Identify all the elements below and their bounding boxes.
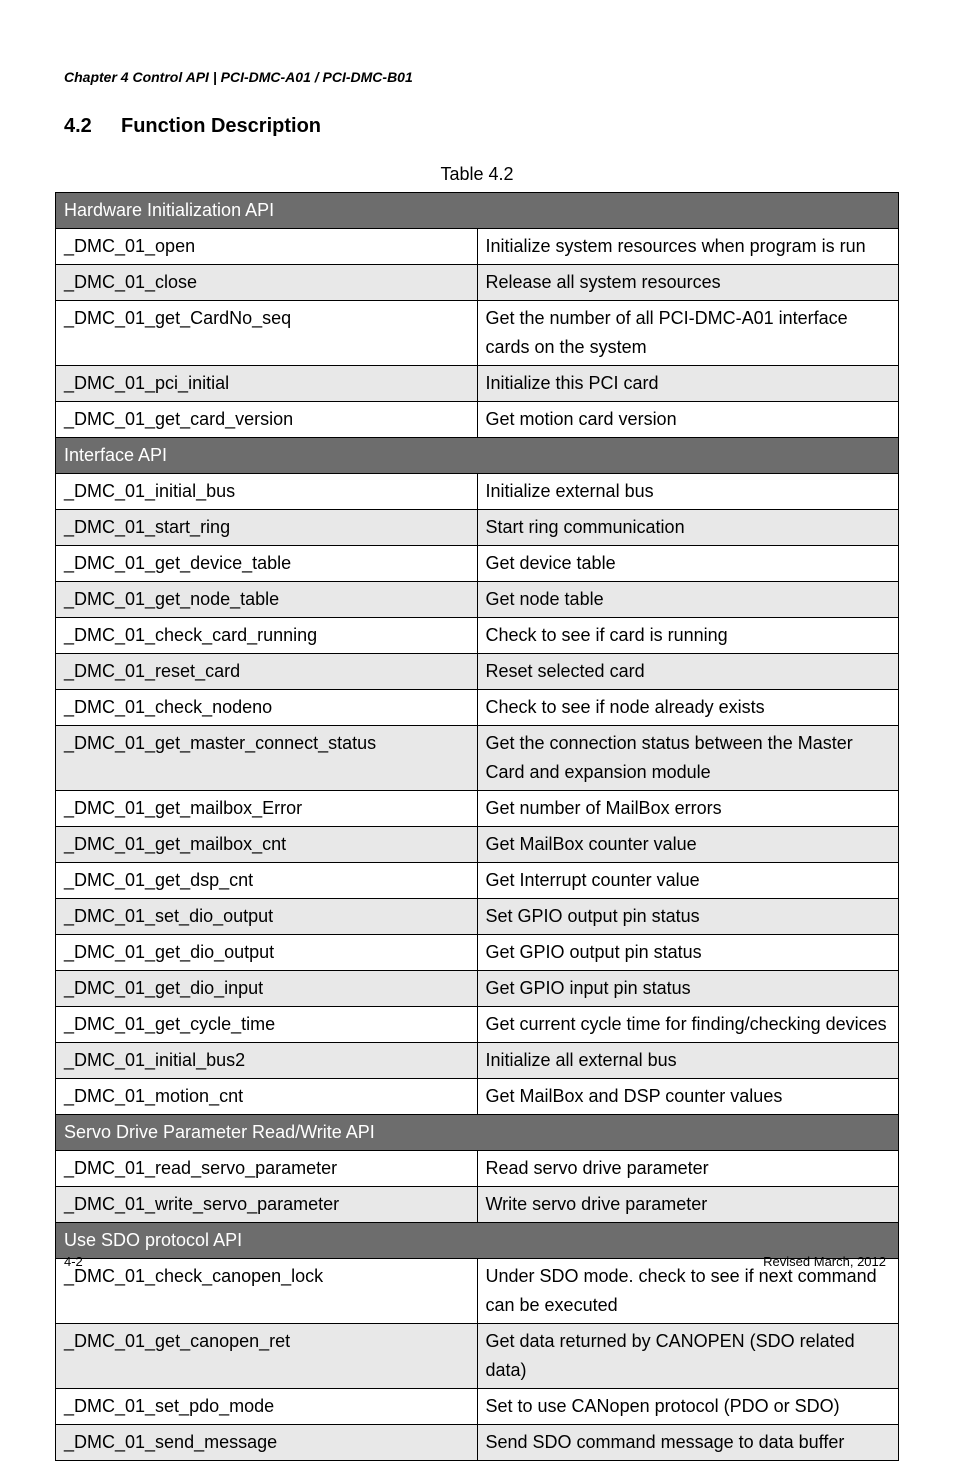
table-row	[56, 265, 899, 301]
function-description-cell: Get motion card version	[477, 402, 899, 438]
function-name-cell: _DMC_01_write_servo_parameter	[56, 1187, 478, 1223]
function-name-cell: _DMC_01_initial_bus	[56, 474, 478, 510]
function-name-cell: _DMC_01_check_card_running	[56, 618, 478, 654]
function-name-cell: _DMC_01_get_master_connect_status	[56, 726, 478, 791]
function-description-cell: Get MailBox and DSP counter values	[477, 1079, 899, 1115]
table-row	[56, 1043, 899, 1079]
table-row	[56, 618, 899, 654]
function-description-cell: Initialize this PCI card	[477, 366, 899, 402]
function-name-cell: _DMC_01_get_dio_output	[56, 935, 478, 971]
function-description-cell: Get the number of all PCI-DMC-A01 interface cards on the system	[477, 301, 899, 366]
table-row	[56, 1151, 899, 1187]
function-name-cell: _DMC_01_get_canopen_ret	[56, 1324, 478, 1389]
function-name-cell: _DMC_01_get_CardNo_seq	[56, 301, 478, 366]
table-row	[56, 474, 899, 510]
table-row	[56, 582, 899, 618]
table-row	[56, 1425, 899, 1461]
function-description-cell: Initialize system resources when program is run	[477, 229, 899, 265]
function-description-cell: Get Interrupt counter value	[477, 863, 899, 899]
table-row	[56, 935, 899, 971]
function-name-cell: _DMC_01_check_nodeno	[56, 690, 478, 726]
function-description-cell: Initialize all external bus	[477, 1043, 899, 1079]
chapter-header: Chapter 4 Control API | PCI-DMC-A01 / PCI-DMC-B01	[64, 69, 413, 85]
function-description-cell: Get the connection status between the Master Card and expansion module	[477, 726, 899, 791]
function-name-cell: _DMC_01_open	[56, 229, 478, 265]
function-description-cell: Start ring communication	[477, 510, 899, 546]
function-name-cell: _DMC_01_reset_card	[56, 654, 478, 690]
function-name-cell: _DMC_01_pci_initial	[56, 366, 478, 402]
table-row	[56, 863, 899, 899]
table-row	[56, 1187, 899, 1223]
function-description-cell: Under SDO mode. check to see if next command can be executed	[477, 1259, 899, 1324]
table-row	[56, 971, 899, 1007]
function-description-cell: Get number of MailBox errors	[477, 791, 899, 827]
table-row	[56, 546, 899, 582]
table-row	[56, 690, 899, 726]
function-description-cell: Read servo drive parameter	[477, 1151, 899, 1187]
group-header-row	[56, 193, 899, 229]
function-description-cell: Get node table	[477, 582, 899, 618]
group-header-label: Servo Drive Parameter Read/Write API	[56, 1115, 899, 1151]
function-table	[55, 192, 899, 1461]
table-row	[56, 510, 899, 546]
function-name-cell: _DMC_01_set_dio_output	[56, 899, 478, 935]
function-description-cell: Get MailBox counter value	[477, 827, 899, 863]
table-row	[56, 1389, 899, 1425]
function-name-cell: _DMC_01_send_message	[56, 1425, 478, 1461]
section-title: Function Description	[121, 115, 321, 137]
function-description-cell: Check to see if node already exists	[477, 690, 899, 726]
table-row	[56, 366, 899, 402]
function-name-cell: _DMC_01_get_mailbox_Error	[56, 791, 478, 827]
function-name-cell: _DMC_01_set_pdo_mode	[56, 1389, 478, 1425]
group-header-label: Interface API	[56, 438, 899, 474]
table-caption: Table 4.2	[440, 164, 514, 184]
function-description-cell: Set to use CANopen protocol (PDO or SDO)	[477, 1389, 899, 1425]
group-header-row	[56, 1115, 899, 1151]
function-description-cell: Get device table	[477, 546, 899, 582]
function-description-cell: Write servo drive parameter	[477, 1187, 899, 1223]
section-heading	[64, 115, 321, 138]
table-row	[56, 726, 899, 791]
function-description-cell: Check to see if card is running	[477, 618, 899, 654]
function-table-body	[56, 193, 899, 1461]
revision-date: Revised March, 2012	[763, 1254, 886, 1269]
function-name-cell: _DMC_01_get_device_table	[56, 546, 478, 582]
function-name-cell: _DMC_01_check_canopen_lock	[56, 1259, 478, 1324]
function-name-cell: _DMC_01_get_cycle_time	[56, 1007, 478, 1043]
function-name-cell: _DMC_01_get_node_table	[56, 582, 478, 618]
function-name-cell: _DMC_01_motion_cnt	[56, 1079, 478, 1115]
function-name-cell: _DMC_01_get_mailbox_cnt	[56, 827, 478, 863]
function-description-cell: Reset selected card	[477, 654, 899, 690]
function-name-cell: _DMC_01_get_dio_input	[56, 971, 478, 1007]
function-name-cell: _DMC_01_get_card_version	[56, 402, 478, 438]
group-header-row	[56, 438, 899, 474]
page-number: 4-2	[64, 1254, 83, 1269]
group-header-label: Use SDO protocol API	[56, 1223, 899, 1259]
function-name-cell: _DMC_01_read_servo_parameter	[56, 1151, 478, 1187]
table-row	[56, 402, 899, 438]
function-description-cell: Get data returned by CANOPEN (SDO related data)	[477, 1324, 899, 1389]
function-description-cell: Get GPIO output pin status	[477, 935, 899, 971]
table-row	[56, 1324, 899, 1389]
function-description-cell: Release all system resources	[477, 265, 899, 301]
function-description-cell: Get GPIO input pin status	[477, 971, 899, 1007]
table-row	[56, 899, 899, 935]
function-name-cell: _DMC_01_start_ring	[56, 510, 478, 546]
group-header-label: Hardware Initialization API	[56, 193, 899, 229]
function-description-cell: Initialize external bus	[477, 474, 899, 510]
function-name-cell: _DMC_01_initial_bus2	[56, 1043, 478, 1079]
table-row	[56, 1007, 899, 1043]
table-row	[56, 654, 899, 690]
table-row	[56, 827, 899, 863]
table-row	[56, 301, 899, 366]
function-name-cell: _DMC_01_get_dsp_cnt	[56, 863, 478, 899]
section-number: 4.2	[64, 115, 92, 137]
table-row	[56, 1079, 899, 1115]
table-row	[56, 791, 899, 827]
table-row	[56, 229, 899, 265]
function-description-cell: Send SDO command message to data buffer	[477, 1425, 899, 1461]
function-description-cell: Get current cycle time for finding/checking devices	[477, 1007, 899, 1043]
function-name-cell: _DMC_01_close	[56, 265, 478, 301]
function-description-cell: Set GPIO output pin status	[477, 899, 899, 935]
